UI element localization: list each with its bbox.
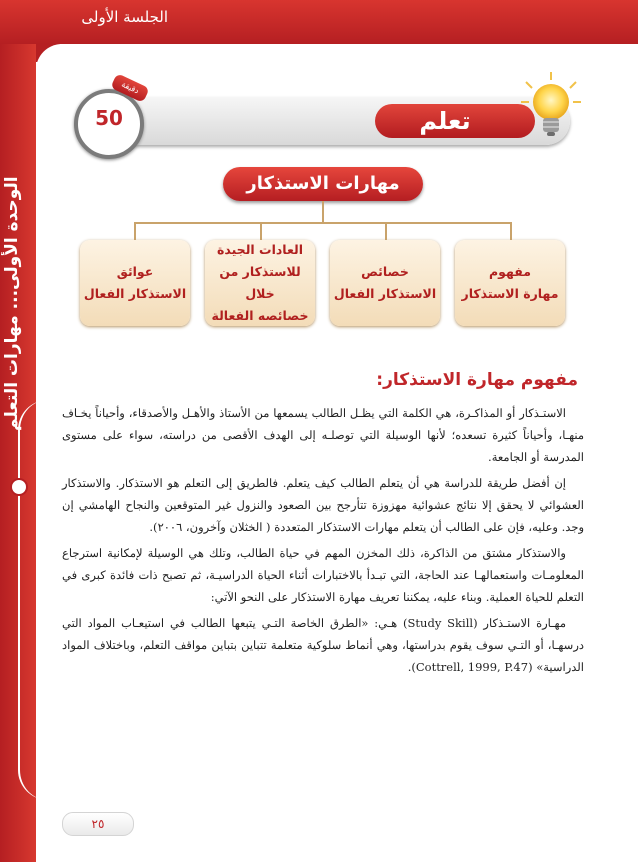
side-curve-decoration: [18, 400, 56, 800]
diagram-connector-horizontal: [134, 222, 510, 224]
section-heading: مفهوم مهارة الاستذكار:: [376, 370, 578, 390]
diagram-box-line: خصائص: [361, 264, 409, 279]
page-number: ٢٥: [62, 812, 134, 836]
diagram-box-characteristics: [330, 240, 440, 326]
diagram-box-line: الاستذكار الفعال: [83, 286, 187, 301]
diagram-box-good-habits: [205, 240, 315, 326]
diagram-box-line: للاستذكار من خلال: [219, 264, 301, 301]
paragraph: الاستـذكار أو المذاكـرة، هي الكلمة التي يظـل الطالب يسمعها من الأستاذ والأهـل والأصدقاء، وأحياناً يخـاف منهـا، وأحياناً كثيرة تسعده؛ لأنها الوسيلة التي توصلـه إلى الهدف الأقصى من دراسته، سواء على مستوى المدرسة أو الجامعة.: [62, 406, 584, 464]
diagram-connector-stem: [322, 201, 324, 222]
paragraph: مهـارة الاستـذكار (Study Skill) هـي: «الطرق الخاصة التـي يتبعها الطالب في استيعـاب المواد التي درسهـا، أو التـي سوف يقوم بدراستها، وهي أنماط سلوكية متعلمة تتباين بتباين مواقف التعلم، وباختلاف المواد الدراسية» (Cottrell, 1999, P.47).: [62, 616, 584, 674]
diagram-box-line: مفهوم: [489, 264, 531, 279]
top-header-bar: [0, 0, 638, 44]
diagram-connector-drop: [385, 222, 387, 240]
body-text: [62, 402, 584, 682]
timer-unit-ribbon: دقيقة: [110, 73, 149, 103]
diagram-box-line: خصائصه الفعالة: [211, 308, 309, 323]
diagram-connector-drop: [134, 222, 136, 240]
unit-title: الوحدة الأولى... مهارات التعلم: [2, 176, 22, 432]
diagram-box-line: العادات الجيدة: [216, 242, 304, 257]
side-dot-decoration: [10, 478, 28, 496]
learn-label: تعلم: [419, 107, 471, 135]
lightbulb-icon: [520, 70, 582, 144]
diagram-box-concept: [455, 240, 565, 326]
paragraph: إن أفضل طريقة للدراسة هي أن يتعلم الطالب كيف يتعلم. فالطريق إلى التعلم هو الاستذكار. والاستذكار العشوائي لا يحقق إلا نتائج عشوائية مهزوزة تتأرجح بين الصعود والنزول غير المتوقعين والنجاح الهامشي إن وجد. وعليه، فإن على الطالب أن يتعلم مهارات الاستذكار المتعددة ( الخثلان وآخرون، ٢٠٠٦).: [62, 476, 584, 534]
diagram-connector-drop: [260, 222, 262, 240]
diagram-box-line: عوائق: [116, 264, 154, 279]
paragraph: والاستذكار مشتق من الذاكرة، ذلك المخزن المهم في حياة الطالب، وتلك هي الوسيلة لإمكانية استرجاع المعلومـات واستعمالهـا عند الحاجة، التي تبـدأ بالاختبارات أثناء الحياة الدراسيـة، ثم تصبح ذات فائدة كبرى في التعلم للحياة العملية. وبناء عليه، يمكننا تعريف مهارة الاستذكار على النحو الآتي:: [62, 546, 584, 604]
diagram-title: مهارات الاستذكار: [223, 167, 423, 201]
diagram-box-obstacles: [80, 240, 190, 326]
timer-value: 50: [95, 106, 123, 130]
diagram-connector-drop: [510, 222, 512, 240]
diagram-box-line: الاستذكار الفعال: [333, 286, 437, 301]
session-title: الجلسة الأولى: [81, 8, 168, 26]
diagram-box-line: مهارة الاستذكار: [461, 286, 559, 301]
